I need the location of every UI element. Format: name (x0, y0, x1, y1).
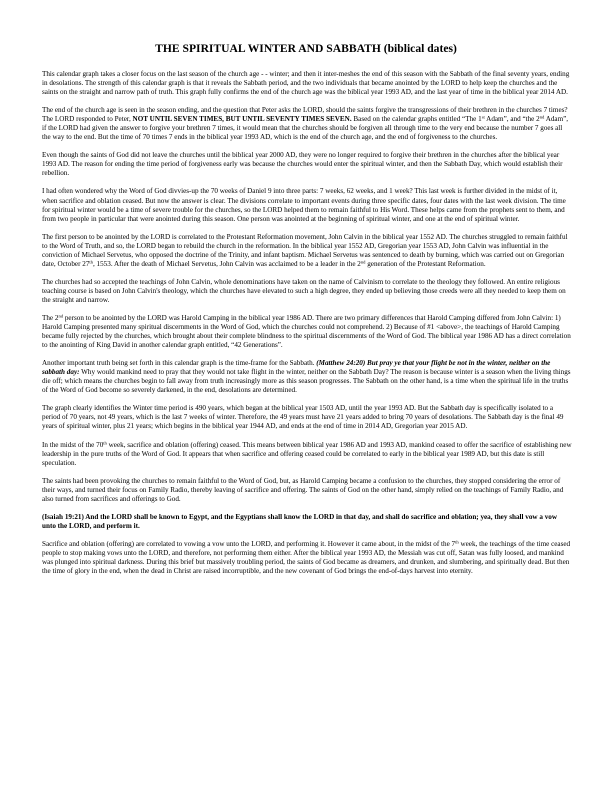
text-run: Why would mankind need to pray that they would not take flight in the winter, neither on the Sabbath Day? The reason is because winter is a season when the living things die off; which means the churches begin to fall away from truth increasingly more as this season progresses. The Sabbath on the other hand, is a time when the spiritual life in the truths of the Word of God become so severely darkened, in the end, desolations are determined. (42, 368, 571, 395)
paragraph-2 (42, 106, 572, 142)
text-run: week, sacrifice and oblation (offering) ceased. This means between biblical year 1986 AD and 1993 AD, mankind ceased to offer the sacrifice of establishing new leadership in the pure truths of the Word of God. It appears that when sacrifice and offering ceased could be correlated to early in the biblical year 1989 AD, but this date is still speculation. (42, 440, 572, 467)
text-run: week, the teachings of the time ceased people to stop making vows unto the LORD, and therefore, not performing them either. After the biblical year 1993 AD, the Messiah was cut off, Satan was fully loosed, and mankind was plunged into spiritual darkness. During this brief but massively troubling period, the saints of God became as dreamers, and drunken, and slumbering, and spiritually dead. But then the time of glory in the end, when the dead in Christ are raised incorruptible, and the new covenant of God brings the end-of-days harvest into eternity. (42, 539, 571, 576)
superscript: nd (58, 313, 64, 319)
superscript: nd (539, 114, 545, 120)
text-run: The 2 (42, 313, 59, 322)
superscript: nd (360, 259, 366, 265)
paragraph-13 (42, 540, 572, 576)
paragraph-6: The churches had so accepted the teachings of John Calvin, whole denominations have taken on the name of Calvinism to correlate to the theology they followed. An entire religious teaching course is based on John Calvin's theology, which the churches have elevated to such a high degree, they ended up believing those creeds were all they needed to keep them on the straight and narrow. (42, 277, 566, 304)
paragraph-1: This calendar graph takes a closer focus on the last season of the church age - - winter; and then it inter-meshes the end of this season with the Sabbath of the final seventy years, ending in desolations. The strength of this calendar graph is that it reveals the Sabbath period, and the two individuals that became anointed by the LORD to help keep the churches and the saints on the straight and narrow path of truth. This graph fully confirms the end of the church age was the biblical year 1993 AD, and the last year of time in the biblical year 2014 AD. (42, 70, 570, 97)
text-run: Based on the calendar graphs entitled “The 1 (351, 115, 482, 124)
paragraph-10 (42, 441, 572, 468)
superscript: th (103, 439, 107, 445)
paragraph-9: The graph clearly identifies the Winter time period is 490 years, which began at the biblical year 1503 AD, until the year 1993 AD. But the Sabbath day is specifically isolated to a period of 70 years, not 49 years, which is the last 7 weeks of winter. Therefore, the 49 years must have 21 years added to bring 70 years of desolations. The Sabbath day is the final 49 years of spiritual winter, plus 21 years; which begins in the biblical year 1944 AD, and ends at the end of time in 2014 AD, Gregorian year 2015 AD. (42, 404, 564, 431)
scripture-quote: (Matthew 24:20) But pray ye that your flight be not in the winter, neither on the sabbath day: (42, 359, 551, 377)
superscript: st (481, 114, 485, 120)
bold-text-run: NOT UNTIL SEVEN TIMES, BUT UNTIL SEVENTY TIMES SEVEN. (132, 115, 352, 124)
text-run: Another important truth being set forth in this calendar graph is the time-frame for the Sabbath. (42, 359, 317, 368)
superscript: th (455, 539, 459, 545)
scripture-paragraph: (Isaiah 19:21) And the LORD shall be known to Egypt, and the Egyptians shall know the LORD in that day, and shall do sacrifice and oblation; yea, they shall vow a vow unto the LORD, and perform it. (42, 512, 558, 530)
text-run: Adam”, if the LORD had given the answer to forgive your brethren 7 times, it would mean that the churches should be forgiven all through time to the very end because the number 7 goes all the way to the end. But the time of 70 times 7 ends in the biblical year 1993 AD, which is the end of the church age, and the end of forgiveness to the churches. (42, 115, 569, 142)
paragraph-4: I had often wondered why the Word of God divvies-up the 70 weeks of Daniel 9 into three parts: 7 weeks, 62 weeks, and 1 week? This last week is further divided in the midst of it, when sacrifice and oblation ceased. But now the answer is clear. The divisions correlate to important events during three specific dates, four dates with the last week division. The time for spiritual winter would be a time of severe trouble for the churches, so the LORD helped them to remain faithful to His Word. These helps came from the prophets sent to them, and from two people in particular that were anointed during this season. One person was anointed at the beginning of spiritual winter, and one at the end of spiritual winter. (42, 187, 566, 223)
document-body (42, 70, 572, 585)
paragraph-7 (42, 314, 572, 350)
text-run: Adam”, and “the 2 (484, 115, 540, 124)
text-run: person to be anointed by the LORD was Harold Camping in the biblical year 1986 AD. There are two primary differences that Harold Camping differed from John Calvin: 1) Harold Camping presented many spiritual discernments in the Word of God, which the churches could not comprehend. 2) Because of #1 <above>, the teachings of Harold Camping became fully rejected by the churches, which brought about their complete blindness to the spiritual discernments of the Word of God. The biblical year 1986 AD has a direct correlation to the anointing of King David in another calendar graph entitled, “42 Generations”. (42, 313, 571, 350)
text-run: generation of the Protestant Reformation. (365, 259, 486, 268)
page-title: THE SPIRITUAL WINTER AND SABBATH (biblical dates) (155, 42, 457, 55)
text-run: Sacrifice and oblation (offering) are correlated to vowing a vow unto the LORD, and performing it. However it came about, in the midst of the 7 (42, 539, 456, 548)
paragraph-5 (42, 233, 572, 269)
paragraph-11: The saints had been provoking the churches to remain faithful to the Word of God, but, as Harold Camping became a confusion to the churches, they stopped considering the error of their ways, and turned their focus on Family Radio, thereby leaving of sacrifice and offering. The saints of God on the other hand, simply relied on the teachings of Family Radio, and also turned from sacrifices and offerings to God. (42, 476, 564, 503)
text-run: In the midst of the 70 (42, 440, 104, 449)
paragraph-3: Even though the saints of God did not leave the churches until the biblical year 2000 AD, they were no longer required to forgive their brethren in the churches after the biblical year 1993 AD. The reason for ending the time period of forgiveness early was because the churches would enter the spiritual winter, and then the Sabbath Day, which would establish their rebellion. (42, 151, 563, 178)
paragraph-8 (42, 359, 572, 395)
text-run: , 1553. After the death of Michael Servetus, John Calvin was acclaimed to be a leader in the 2 (92, 259, 361, 268)
superscript: th (89, 259, 93, 265)
text-run: The first person to be anointed by the LORD is correlated to the Protestant Reformation movement, John Calvin in the biblical year 1552 AD. The churches struggled to remain faithful to the Word of Truth, and so, the LORD began to rebuild the church in the reformation. In the biblical year 1552 AD, Gregorian year 1553 AD, John Calvin was influential in the conviction of Michael Servetus, who opposed the doctrine of the Trinity, and infant baptism. Michael Servetus was sentenced to death by burning, which was carried out on Gregorian date, October 27 (42, 232, 568, 268)
text-run: The end of the church age is seen in the season ending, and the question that Peter asks the LORD, should the saints forgive the transgressions of their brethren in the churches 7 times? The LORD responded to Peter, (42, 106, 568, 124)
